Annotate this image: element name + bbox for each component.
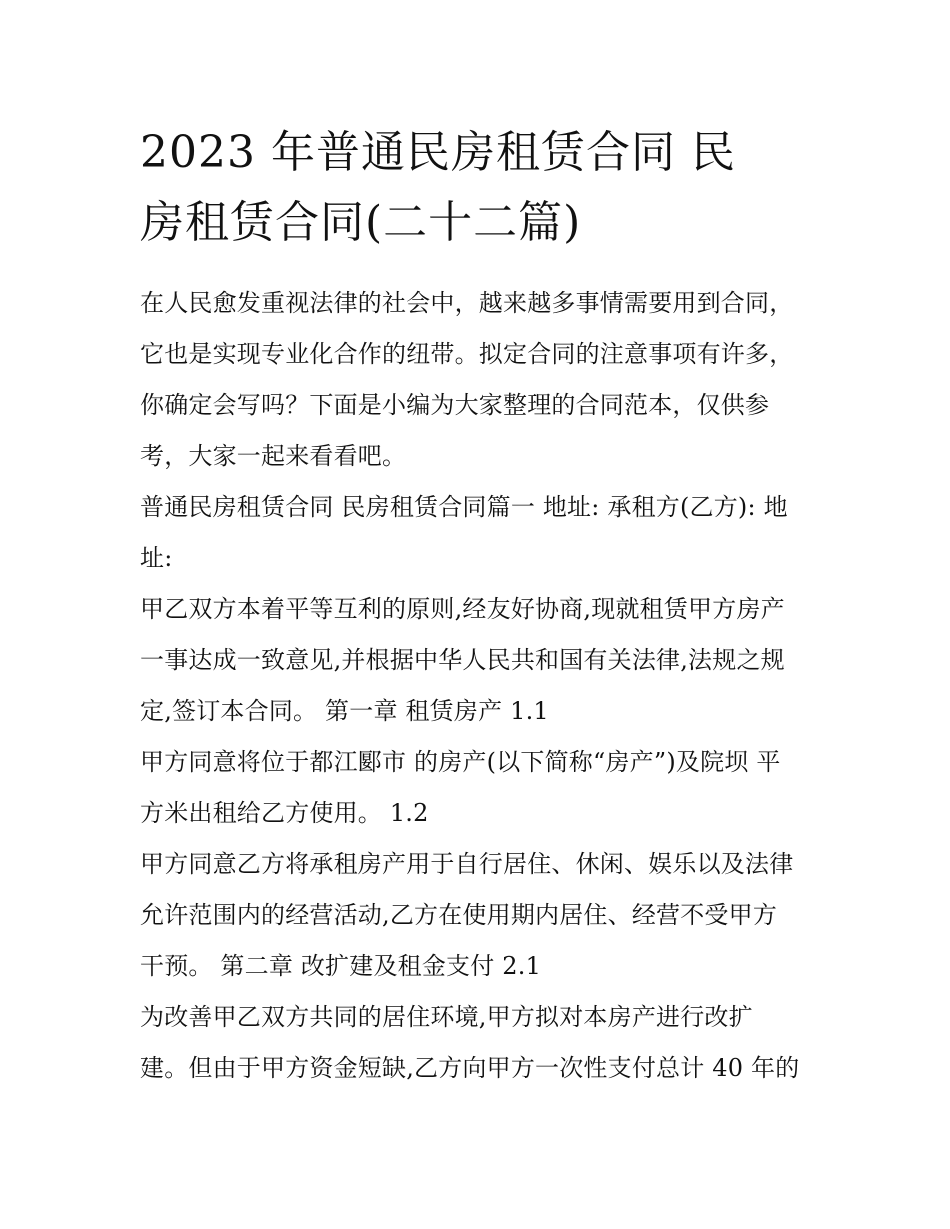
text-line: 甲乙双方本着平等互利的原则,经友好协商,现就租赁甲方房产 <box>140 595 785 623</box>
text-line: 一事达成一致意见,并根据中华人民共和国有关法律,法规之规 <box>140 646 785 674</box>
text-line: 定,签订本合同。 第一章 租赁房产 1.1 <box>140 697 549 725</box>
text-line: 在人民愈发重视法律的社会中，越来越多事情需要用到合同， <box>140 289 794 317</box>
document-body <box>140 278 815 1094</box>
title-line-1: 2023 年普通民房租赁合同 民 <box>140 127 736 178</box>
paragraph-parties <box>140 482 815 584</box>
text-line: 甲方同意乙方将承租房产用于自行居住、休闲、娱乐以及法律 <box>140 850 794 878</box>
text-line: 考，大家一起来看看吧。 <box>140 442 407 470</box>
document-title <box>140 118 815 258</box>
text-line: 你确定会写吗？下面是小编为大家整理的合同范本，仅供参 <box>140 391 770 419</box>
paragraph-intro <box>140 278 815 482</box>
text-line: 普通民房租赁合同 民房租赁合同篇一 地址: 承租方(乙方): 地 <box>140 493 788 521</box>
text-line: 甲方同意将位于都江郾市 的房产(以下简称“房产”)及院坝 平 <box>140 748 781 776</box>
title-line-2: 房租赁合同(二十二篇) <box>140 197 582 248</box>
paragraph-agreement <box>140 584 815 737</box>
paragraph-clause-2-1 <box>140 992 815 1094</box>
text-line: 为改善甲乙双方共同的居住环境,甲方拟对本房产进行改扩 <box>140 1003 753 1031</box>
text-line: 允许范围内的经营活动,乙方在使用期内居住、经营不受甲方 <box>140 901 778 929</box>
text-line: 址: <box>140 544 173 572</box>
text-line: 它也是实现专业化合作的纽带。拟定合同的注意事项有许多， <box>140 340 794 368</box>
paragraph-clause-1-1 <box>140 737 815 839</box>
text-line: 方米出租给乙方使用。 1.2 <box>140 799 429 827</box>
paragraph-clause-1-2 <box>140 839 815 992</box>
text-line: 干预。 第二章 改扩建及租金支付 2.1 <box>140 952 542 980</box>
document-page <box>140 118 815 1094</box>
text-line: 建。但由于甲方资金短缺,乙方向甲方一次性支付总计 40 年的 <box>140 1054 800 1082</box>
